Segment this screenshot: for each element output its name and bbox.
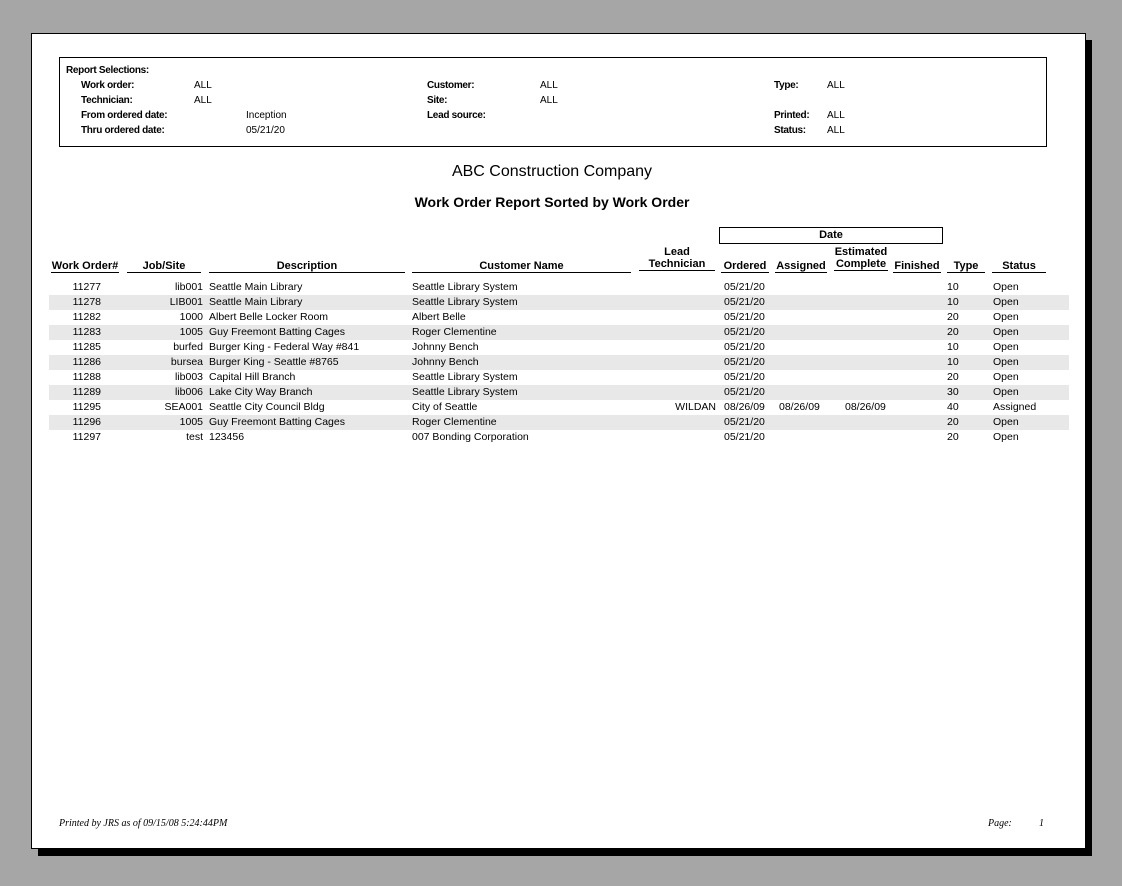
- cell-work-order: 11278: [72, 296, 101, 308]
- cell-work-order: 11283: [72, 326, 101, 338]
- cell-customer: Johnny Bench: [412, 356, 479, 368]
- cell-ordered: 05/21/20: [724, 296, 765, 308]
- col-header-job-site: Job/Site: [127, 260, 201, 273]
- cell-status: Open: [993, 281, 1019, 293]
- cell-ordered: 05/21/20: [724, 326, 765, 338]
- col-header-description: Description: [209, 260, 405, 273]
- col-header-est-line1: Estimated: [834, 246, 888, 258]
- thru-date-value: 05/21/20: [246, 125, 285, 136]
- cell-work-order: 11295: [72, 401, 101, 413]
- cell-ordered: 08/26/09: [724, 401, 765, 413]
- cell-status: Open: [993, 326, 1019, 338]
- page-number: 1: [1039, 818, 1044, 829]
- cell-description: Lake City Way Branch: [209, 386, 313, 398]
- cell-customer: Roger Clementine: [412, 416, 497, 428]
- cell-estimated-complete: 08/26/09: [845, 401, 886, 413]
- table-row: [49, 385, 1069, 400]
- work-order-label: Work order:: [81, 80, 135, 91]
- cell-ordered: 05/21/20: [724, 311, 765, 323]
- cell-job-site: SEA001: [164, 401, 203, 413]
- cell-ordered: 05/21/20: [724, 371, 765, 383]
- cell-description: Seattle City Council Bldg: [209, 401, 325, 413]
- from-date-label: From ordered date:: [81, 110, 168, 121]
- cell-work-order: 11296: [72, 416, 101, 428]
- cell-type: 40: [947, 401, 959, 413]
- cell-job-site: burfed: [173, 341, 203, 353]
- cell-type: 10: [947, 356, 959, 368]
- cell-type: 20: [947, 416, 959, 428]
- customer-label: Customer:: [427, 80, 475, 91]
- cell-description: Albert Belle Locker Room: [209, 311, 329, 323]
- table-row: [49, 295, 1069, 310]
- cell-customer: Roger Clementine: [412, 326, 497, 338]
- printed-value: ALL: [827, 110, 845, 121]
- cell-work-order: 11286: [72, 356, 101, 368]
- col-header-ordered: Ordered: [721, 260, 769, 273]
- cell-job-site: test: [186, 431, 203, 443]
- cell-assigned: 08/26/09: [779, 401, 820, 413]
- cell-description: Seattle Main Library: [209, 281, 303, 293]
- cell-type: 30: [947, 386, 959, 398]
- cell-customer: Albert Belle: [412, 311, 466, 323]
- cell-ordered: 05/21/20: [724, 356, 765, 368]
- cell-type: 20: [947, 371, 959, 383]
- cell-description: Burger King - Federal Way #841: [209, 341, 360, 353]
- cell-description: Burger King - Seattle #8765: [209, 356, 339, 368]
- lead-source-label: Lead source:: [427, 110, 486, 121]
- cell-customer: Seattle Library System: [412, 386, 518, 398]
- date-group-header: Date: [719, 227, 943, 244]
- cell-job-site: 1000: [179, 311, 203, 323]
- cell-customer: Johnny Bench: [412, 341, 479, 353]
- col-header-estimated-complete: Complete: [835, 258, 887, 270]
- cell-description: Guy Freemont Batting Cages: [209, 416, 345, 428]
- col-header-assigned: Assigned: [776, 260, 826, 272]
- table-row: [49, 430, 1069, 445]
- cell-type: 20: [947, 326, 959, 338]
- cell-job-site: bursea: [170, 356, 203, 368]
- cell-ordered: 05/21/20: [724, 386, 765, 398]
- table-row: [49, 415, 1069, 430]
- report-selections-box: [59, 57, 1047, 147]
- col-header-customer-name: Customer Name: [412, 260, 631, 273]
- report-title: Work Order Report Sorted by Work Order: [414, 194, 690, 210]
- cell-type: 10: [947, 341, 959, 353]
- cell-type: 20: [947, 431, 959, 443]
- cell-description: Seattle Main Library: [209, 296, 303, 308]
- thru-date-label: Thru ordered date:: [81, 125, 165, 136]
- status-label: Status:: [774, 125, 806, 136]
- cell-status: Assigned: [993, 401, 1037, 413]
- cell-type: 20: [947, 311, 959, 323]
- cell-ordered: 05/21/20: [724, 341, 765, 353]
- customer-value: ALL: [540, 80, 558, 91]
- col-header-work-order: Work Order#: [51, 260, 119, 272]
- col-header-status: Status: [992, 260, 1046, 273]
- cell-customer: City of Seattle: [412, 401, 478, 413]
- cell-description: Capital Hill Branch: [209, 371, 296, 383]
- cell-type: 10: [947, 296, 959, 308]
- type-label: Type:: [774, 80, 799, 91]
- site-value: ALL: [540, 95, 558, 106]
- cell-status: Open: [993, 341, 1019, 353]
- page-label: Page:: [988, 818, 1012, 829]
- printed-label: Printed:: [774, 110, 810, 121]
- cell-job-site: LIB001: [169, 296, 203, 308]
- cell-ordered: 05/21/20: [724, 431, 765, 443]
- status-value: ALL: [827, 125, 845, 136]
- cell-lead-technician: WILDAN: [675, 401, 716, 413]
- col-header-type: Type: [947, 260, 985, 273]
- cell-status: Open: [993, 311, 1019, 323]
- cell-status: Open: [993, 371, 1019, 383]
- cell-job-site: lib003: [174, 371, 203, 383]
- table-row: [49, 310, 1069, 325]
- cell-job-site: lib001: [174, 281, 203, 293]
- cell-ordered: 05/21/20: [724, 416, 765, 428]
- table-row: [49, 340, 1069, 355]
- cell-job-site: 1005: [179, 416, 203, 428]
- table-row: [49, 355, 1069, 370]
- company-name: ABC Construction Company: [451, 163, 653, 180]
- technician-value: ALL: [194, 95, 212, 106]
- cell-customer: 007 Bonding Corporation: [412, 431, 529, 443]
- cell-ordered: 05/21/20: [724, 281, 765, 293]
- table-row: [49, 280, 1069, 295]
- cell-status: Open: [993, 356, 1019, 368]
- cell-description: 123456: [209, 431, 245, 443]
- cell-customer: Seattle Library System: [412, 371, 518, 383]
- cell-status: Open: [993, 431, 1019, 443]
- report-page: [31, 33, 1086, 849]
- col-header-lead-technician: Technician: [639, 258, 715, 271]
- cell-job-site: 1005: [179, 326, 203, 338]
- cell-work-order: 11288: [72, 371, 101, 383]
- printed-by-footer: Printed by JRS as of 09/15/08 5:24:44PM: [59, 818, 228, 829]
- cell-status: Open: [993, 416, 1019, 428]
- site-label: Site:: [427, 95, 448, 106]
- cell-customer: Seattle Library System: [412, 281, 518, 293]
- cell-description: Guy Freemont Batting Cages: [209, 326, 345, 338]
- cell-status: Open: [993, 296, 1019, 308]
- work-order-value: ALL: [194, 80, 212, 91]
- cell-type: 10: [947, 281, 959, 293]
- cell-status: Open: [993, 386, 1019, 398]
- from-date-value: Inception: [246, 110, 287, 121]
- table-row: [49, 370, 1069, 385]
- cell-work-order: 11285: [72, 341, 101, 353]
- col-header-lead-line1: Lead: [664, 246, 690, 258]
- cell-work-order: 11289: [72, 386, 101, 398]
- table-row: [49, 400, 1069, 415]
- cell-work-order: 11282: [72, 311, 101, 323]
- table-row: [49, 325, 1069, 340]
- type-value: ALL: [827, 80, 845, 91]
- cell-job-site: lib006: [174, 386, 203, 398]
- cell-customer: Seattle Library System: [412, 296, 518, 308]
- col-header-finished: Finished: [894, 260, 940, 272]
- work-order-table: [49, 280, 1069, 445]
- selections-heading: Report Selections:: [66, 65, 149, 76]
- technician-label: Technician:: [81, 95, 133, 106]
- cell-work-order: 11277: [72, 281, 101, 293]
- cell-work-order: 11297: [72, 431, 101, 443]
